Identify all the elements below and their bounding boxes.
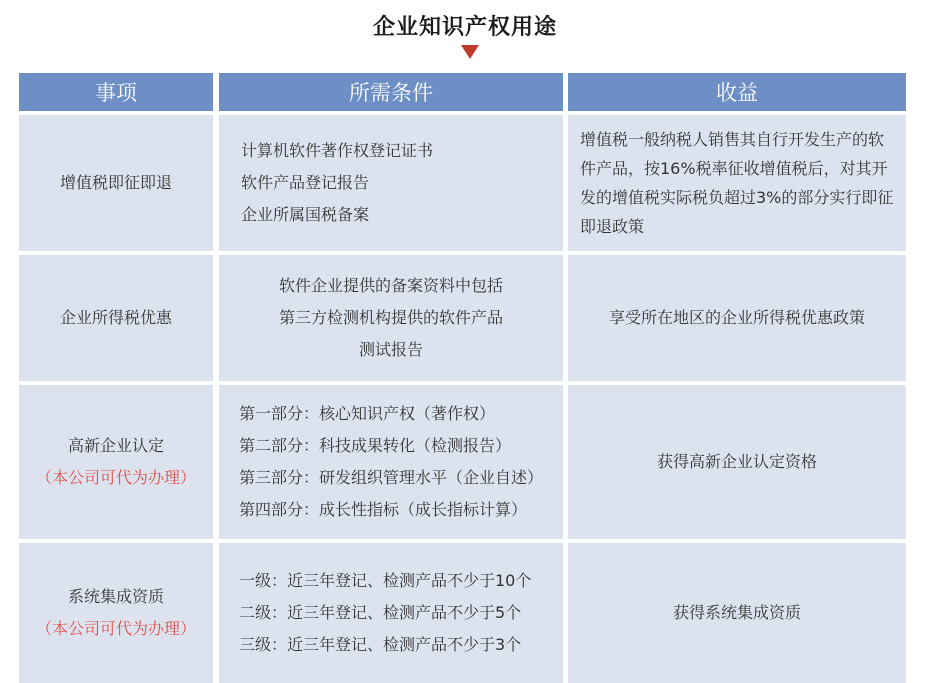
condition-line: 企业所属国税备案	[241, 205, 370, 224]
row-4-conditions	[219, 543, 563, 683]
header-benefit: 收益	[568, 73, 906, 111]
condition-line: 二级：近三年登记、检测产品不少于5个	[239, 603, 522, 622]
row-1-benefit	[568, 115, 906, 251]
condition-line: 第四部分：成长性指标（成长指标计算）	[239, 500, 528, 519]
row-2-item-label: 企业所得税优惠	[59, 308, 172, 327]
row-3-benefit	[568, 385, 906, 539]
row-4-benefit	[568, 543, 906, 683]
condition-line: 第三方检测机构提供的软件产品	[278, 308, 503, 327]
row-3-item-label: 高新企业认定	[67, 436, 164, 455]
condition-line: 第一部分：核心知识产权（著作权）	[239, 404, 496, 423]
down-arrow-icon	[461, 45, 479, 59]
benefit-text: 增值税一般纳税人销售其自行开发生产的软件产品，按16%税率征收增值税后，对其开发的增值税实际税负超过3%的部分实行即征即退政策	[580, 130, 894, 236]
service-note: （本公司可代为办理）	[35, 468, 196, 487]
condition-line: 软件产品登记报告	[241, 173, 370, 192]
benefit-text: 获得高新企业认定资格	[656, 452, 817, 471]
condition-line: 第三部分：研发组织管理水平（企业自述）	[239, 468, 544, 487]
header-conditions: 所需条件	[219, 73, 563, 111]
condition-line: 一级：近三年登记、检测产品不少于10个	[239, 571, 532, 590]
condition-line: 第二部分：科技成果转化（检测报告）	[239, 436, 512, 455]
row-2-conditions	[219, 255, 563, 381]
condition-line: 测试报告	[358, 340, 423, 359]
service-note: （本公司可代为办理）	[35, 619, 196, 638]
benefit-text: 享受所在地区的企业所得税优惠政策	[608, 308, 865, 327]
condition-line: 计算机软件著作权登记证书	[241, 141, 434, 160]
header-item: 事项	[19, 73, 213, 111]
row-1-item	[19, 115, 213, 251]
row-2-item	[19, 255, 213, 381]
row-1-conditions	[219, 115, 563, 251]
row-2-benefit	[568, 255, 906, 381]
row-1-item-label: 增值税即征即退	[59, 173, 172, 192]
page-title: 企业知识产权用途	[372, 14, 557, 40]
row-3-item	[19, 385, 213, 539]
condition-line: 软件企业提供的备案资料中包括	[278, 276, 503, 295]
row-3-conditions	[219, 385, 563, 539]
condition-line: 三级：近三年登记、检测产品不少于3个	[239, 635, 522, 654]
row-4-item-label: 系统集成资质	[67, 587, 164, 606]
benefit-text: 获得系统集成资质	[672, 603, 801, 622]
row-4-item	[19, 543, 213, 683]
